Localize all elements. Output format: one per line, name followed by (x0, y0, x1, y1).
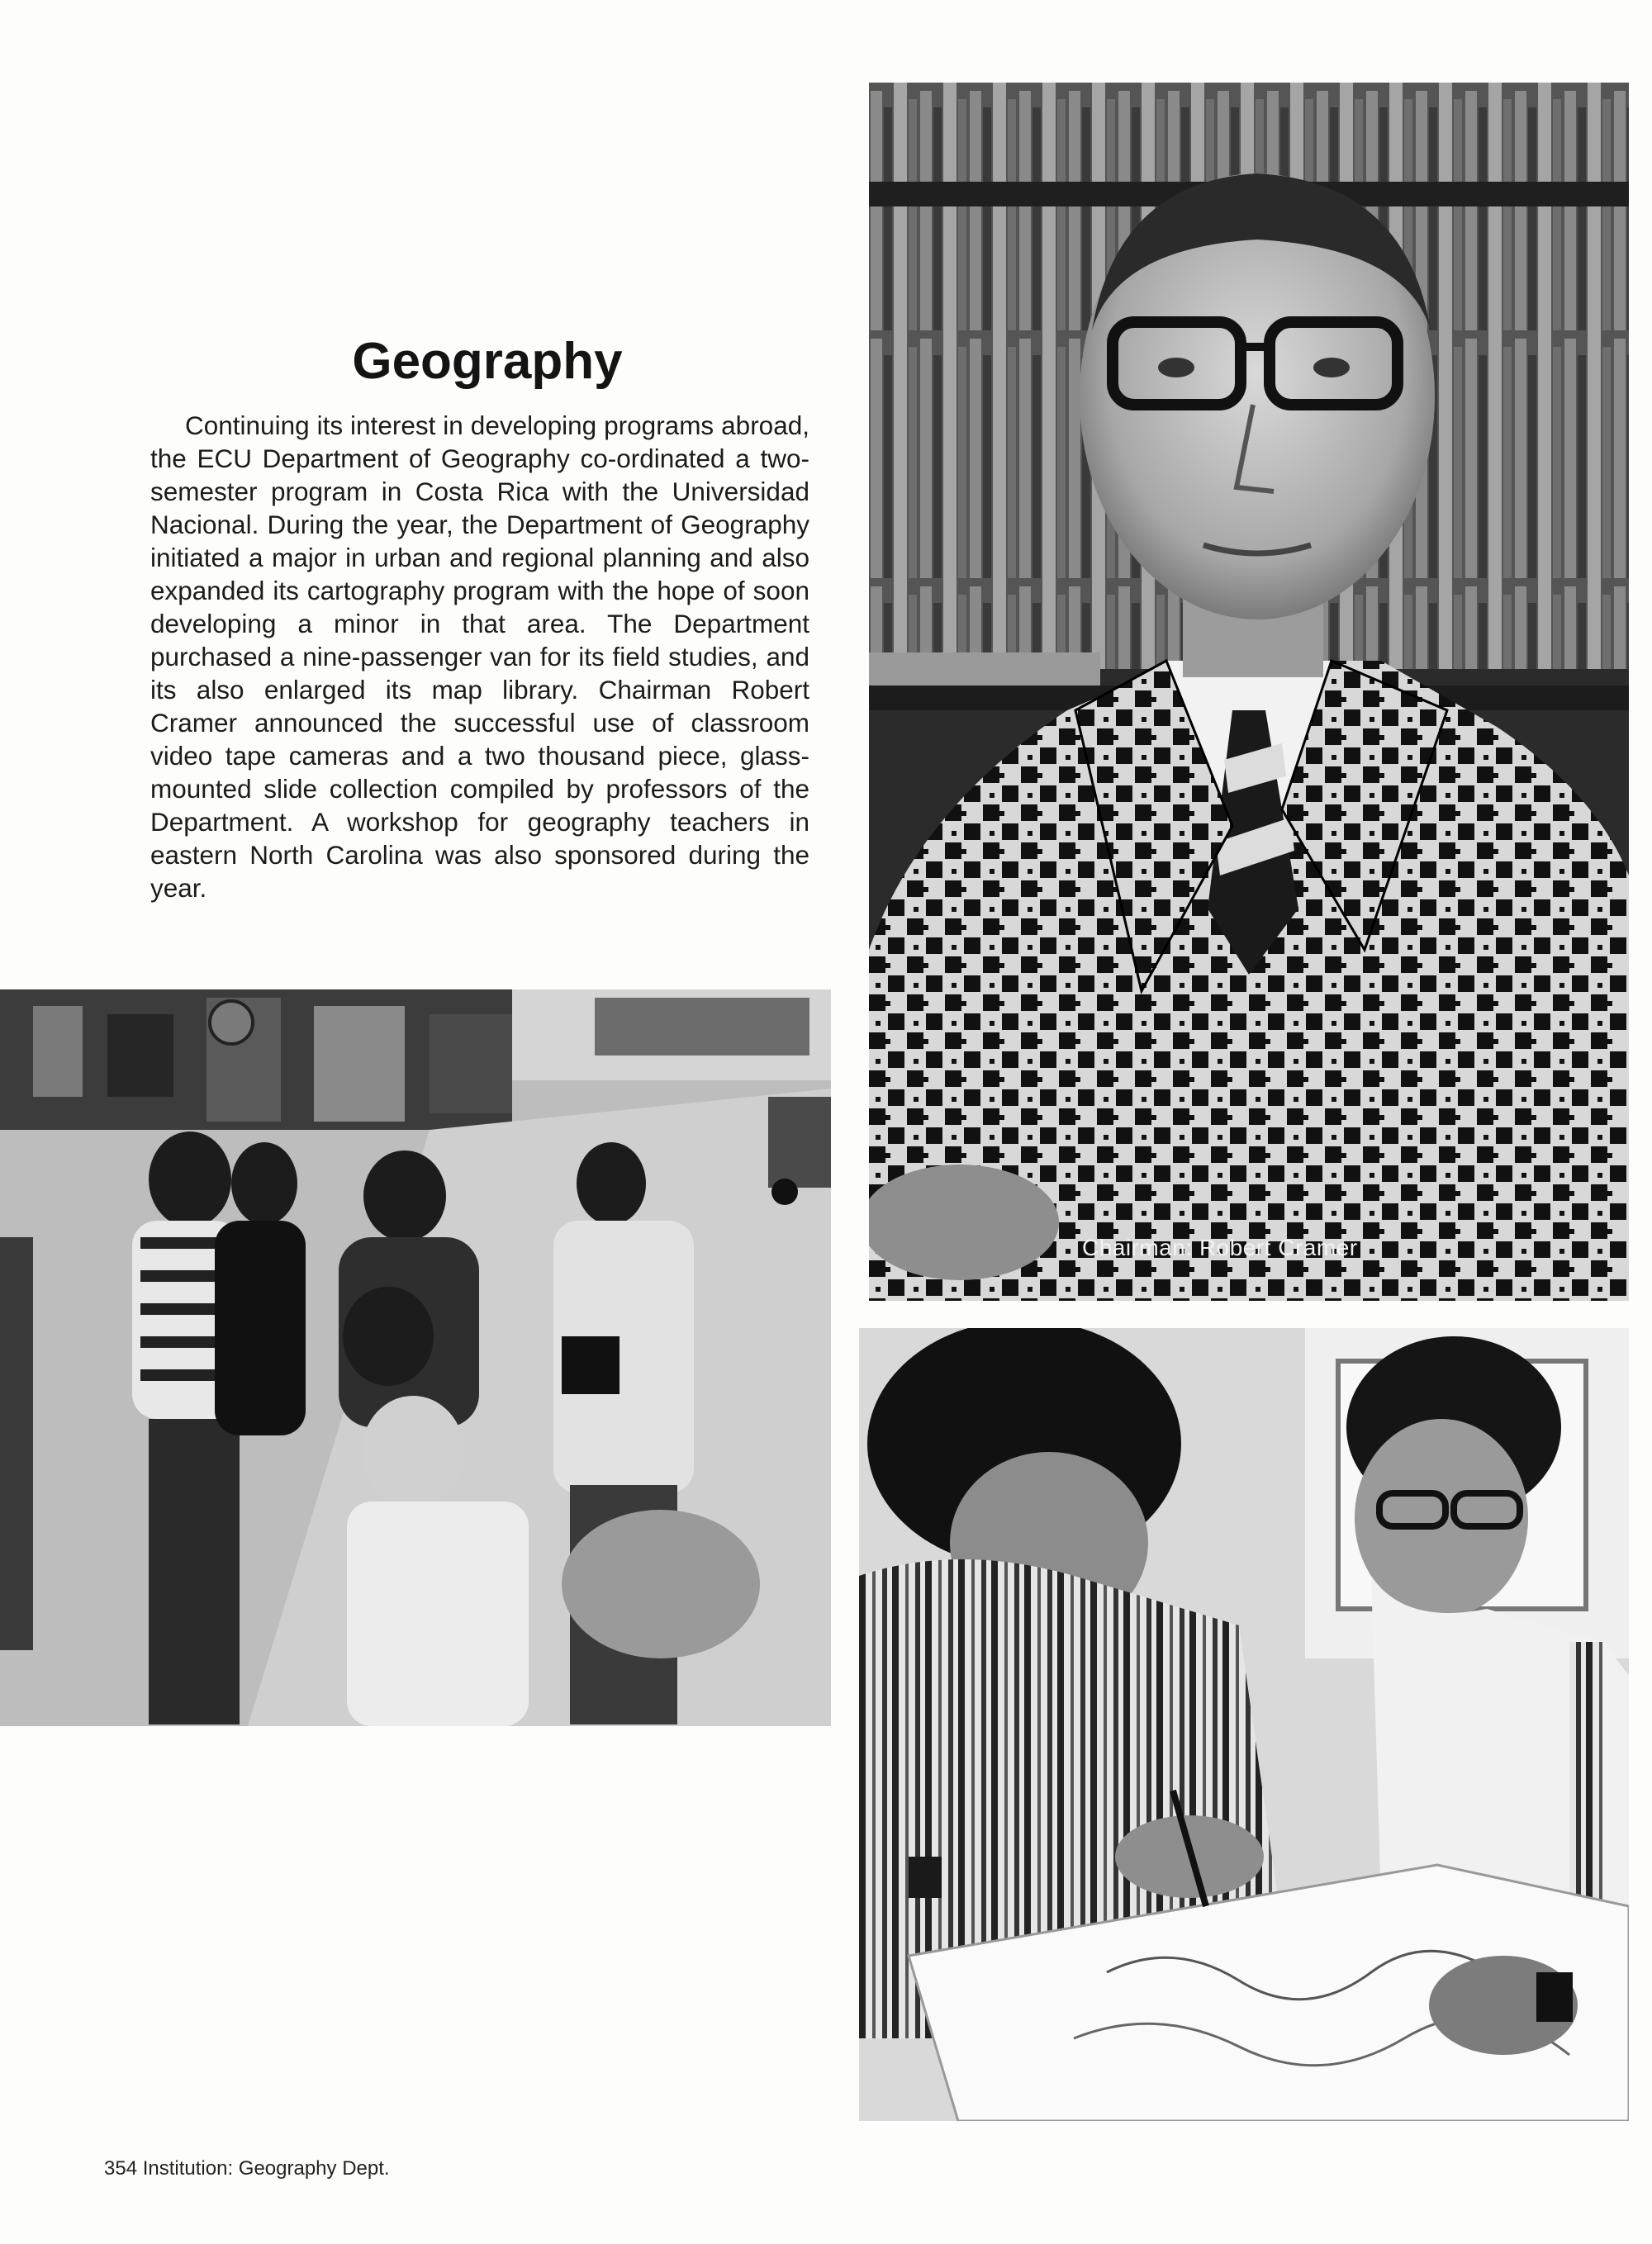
cartography-class-photo (859, 1328, 1629, 2121)
field-study-photo (0, 989, 831, 1726)
portrait-caption: Chairman: Robert Cramer (1082, 1235, 1358, 1260)
field-illustration (0, 989, 831, 1726)
chairman-portrait-photo (869, 83, 1629, 1301)
classroom-illustration (859, 1328, 1629, 2121)
page-folio: 354 Institution: Geography Dept. (104, 2157, 390, 2180)
portrait-illustration (869, 83, 1629, 1301)
article-body: Continuing its interest in developing programs abroad, the ECU Department of Geography co-ordinated a two-semester program in Costa Rica with the Universidad Nacional. During the year, the Department of Geography initiated a major in urban and regional planning and also expanded its cartography program with the hope of soon developing a minor in that area. The Department purchased a nine-passenger van for its field studies, and its also enlarged its map library. Chairman Robert Cramer announced the successful use of classroom video tape cameras and a two thousand piece, glass-mounted slide collection compiled by professors of the Department. A workshop for geography teachers in eastern North Carolina was also sponsored during the year. (150, 410, 809, 903)
page-title: Geography (352, 332, 623, 390)
